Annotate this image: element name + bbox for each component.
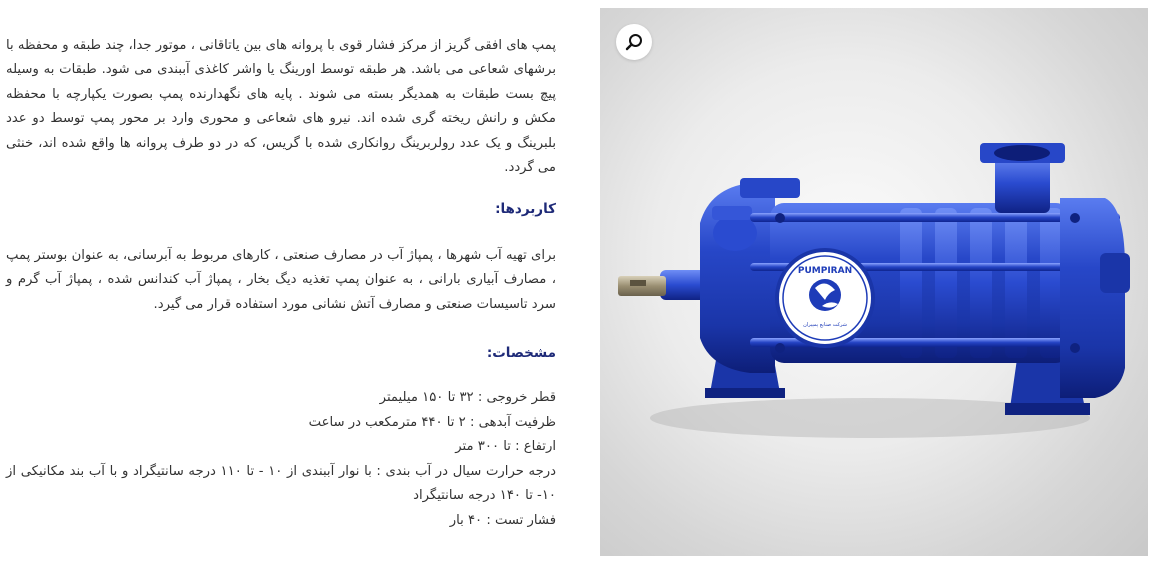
magnifier-icon	[625, 33, 643, 51]
pump-illustration	[600, 8, 1148, 556]
spec-outlet-diameter: قطر خروجی : ۳۲ تا ۱۵۰ میلیمتر	[379, 390, 556, 406]
svg-text:شرکت صنایع پمپیران: شرکت صنایع پمپیران	[803, 322, 847, 328]
spec-temperature: درجه حرارت سیال در آب بندی : با نوار آببندی از ۱۰ - تا ۱۱۰ درجه سانتیگراد و با آب بند مکانیکی از ۱۰- تا ۱۴۰ درجه سانتیگراد	[6, 463, 556, 504]
product-image[interactable]	[600, 8, 1148, 556]
intro-paragraph: پمپ های افقی گریز از مرکز فشار قوی با پروانه های بین یاتاقانی ، موتور جدا، چند طبقه و محفظه با برشهای شعاعی می باشد. هر طبقه توسط اورینگ یا واشر کاغذی آببندی می شود. طبقات به وسیله پیچ بست طبقات به همدیگر بسته می شوند . پایه های نگهدارنده پمپ بصورت یکپارچه با محفظه مکش و رانش ریخته گری شده اند. نیرو های شعاعی و محوری وارد بر محور پمپ توسط دو عدد بلبرینگ و یک عدد رولربرینگ روانکاری شده با گریس، که در دو طرف پروانه ها واقع شده اند، خنثی می گردد.	[6, 38, 556, 176]
spec-test-pressure: فشار تست : ۴۰ بار	[449, 512, 556, 528]
specifications-heading: مشخصات:	[486, 345, 556, 362]
spec-capacity: ظرفیت آبدهی : ۲ تا ۴۴۰ مترمکعب در ساعت	[308, 414, 556, 430]
svg-text:PUMPIRAN: PUMPIRAN	[797, 266, 853, 276]
applications-paragraph: برای تهیه آب شهرها ، پمپاژ آب در مصارف صنعتی ، کارهای مربوط به آبرسانی، به عنوان بوستر پمپ ، مصارف آبیاری بارانی ، به عنوان پمپ تغذیه دیگ بخار ، پمپاژ آب کندانس شده ، پمپاژ آب گرم و سرد تاسیسات صنعتی و مصارف آتش نشانی مورد استفاده قرار می گیرد.	[6, 247, 556, 312]
zoom-button[interactable]	[616, 24, 652, 60]
spec-head: ارتفاع : تا ۳۰۰ متر	[455, 439, 556, 455]
pumpiran-logo	[777, 250, 873, 346]
product-description	[6, 34, 556, 533]
specifications-list	[6, 386, 556, 532]
applications-heading: کاربردها:	[495, 201, 556, 218]
